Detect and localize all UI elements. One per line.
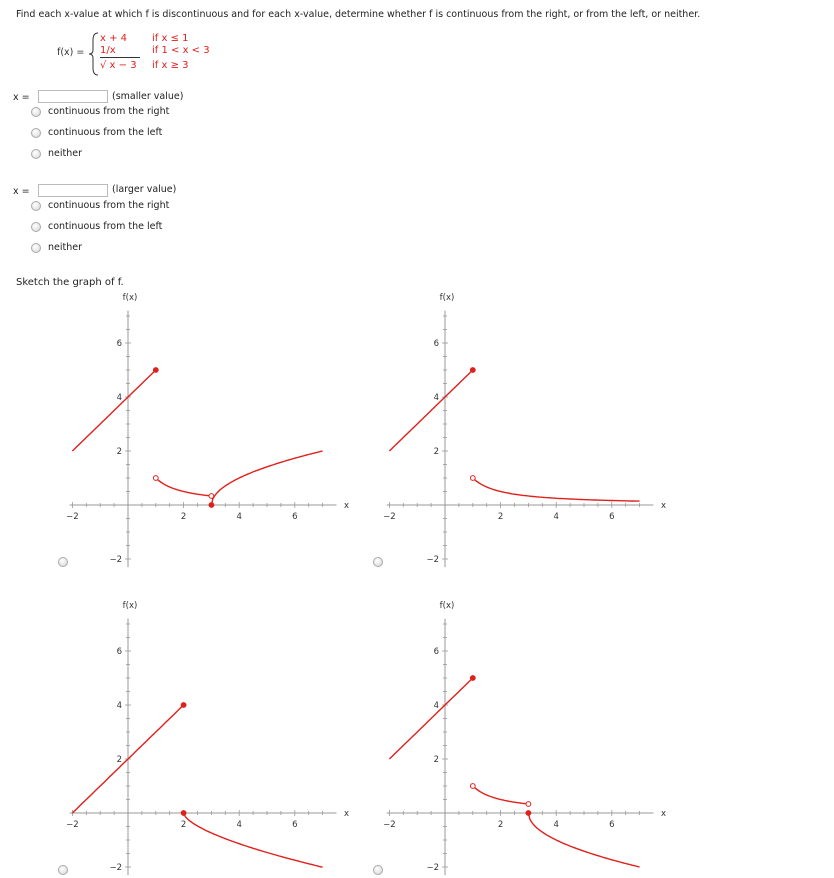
graph-a-x-tick-label: −2: [66, 512, 79, 522]
q2-radio-left[interactable]: [31, 222, 41, 232]
graph-a-x-tick-label: 2: [180, 512, 187, 522]
graph-d-y-tick-label: 6: [433, 647, 439, 657]
graph-a-radio[interactable]: [58, 557, 68, 567]
graph-d-x-tick-label: −2: [383, 820, 396, 830]
q2-option-neither: neither: [48, 242, 83, 253]
fraction-bar: [100, 57, 140, 58]
graph-b-y-tick-label: 6: [433, 339, 439, 349]
graph-d-y-tick-label: 4: [433, 701, 439, 711]
graph-b-y-tick-label: 4: [433, 393, 439, 403]
graph-a-series-1-left-endpoint: [153, 476, 158, 481]
piece-3-cond: if x ≥ 3: [152, 60, 189, 71]
sketch-prompt: Sketch the graph of f.: [16, 277, 124, 288]
graph-c-series-0: [72, 705, 183, 813]
graph-a-series-1: [156, 478, 212, 496]
graph-a-series-2-left-endpoint: [209, 503, 214, 508]
graph-a-series-0: [72, 370, 155, 451]
graph-b-x-tick-label: 4: [553, 512, 559, 522]
q1-hint: (smaller value): [112, 91, 184, 102]
graph-d-series-2-left-endpoint: [526, 811, 531, 816]
graph-c-y-tick-label: 4: [116, 701, 122, 711]
graph-a-x-tick-label: 4: [236, 512, 242, 522]
q2-x-input[interactable]: [38, 184, 108, 197]
graph-d-x-tick-label: 6: [609, 820, 615, 830]
piece-1-expr: x + 4: [100, 33, 128, 44]
q2-option-right: continuous from the right: [48, 200, 170, 211]
graph-b-y-axis-label: f(x): [439, 293, 455, 303]
graph-c-x-tick-label: −2: [66, 820, 79, 830]
graph-b-x-axis-label: x: [660, 501, 667, 511]
graph-a-y-tick-label: 6: [116, 339, 122, 349]
graph-d-x-tick-label: 4: [553, 820, 559, 830]
graph-c-y-tick-label: 6: [116, 647, 122, 657]
q1-option-left: continuous from the left: [48, 127, 163, 138]
q2-option-left: continuous from the left: [48, 221, 163, 232]
q2-x-label: x =: [13, 186, 30, 197]
graph-b-series-0-right-endpoint: [470, 368, 475, 373]
graph-d-series-2: [528, 813, 639, 867]
graph-c-x-tick-label: 2: [180, 820, 187, 830]
q1-radio-left[interactable]: [31, 128, 41, 138]
graph-a-y-tick-label: 4: [116, 393, 122, 403]
graph-c-radio[interactable]: [58, 865, 68, 875]
graph-b-y-tick-label: 2: [433, 447, 439, 457]
graph-d-x-axis-label: x: [660, 809, 667, 819]
q2-radio-neither[interactable]: [31, 243, 41, 253]
graph-b-series-0: [389, 370, 472, 451]
graph-c-x-axis-label: x: [343, 809, 350, 819]
piece-2-expr: 1/x: [100, 45, 116, 56]
graph-d-radio[interactable]: [373, 865, 383, 875]
piece-3-expr: √ x − 3: [100, 60, 137, 71]
graph-d-series-0: [389, 678, 472, 759]
graph-a-y-tick-label: 2: [116, 447, 122, 457]
graph-c-y-tick-label: 2: [116, 755, 122, 765]
graph-d-series-1-left-endpoint: [470, 784, 475, 789]
graph-c-x-tick-label: 6: [292, 820, 298, 830]
graph-a-series-1-right-endpoint: [209, 494, 214, 499]
q2-radio-right[interactable]: [31, 201, 41, 211]
graph-a-series-0-right-endpoint: [153, 368, 158, 373]
graph-c-x-tick-label: 4: [236, 820, 242, 830]
piece-1-cond: if x ≤ 1: [152, 33, 189, 44]
graph-a-x-axis-label: x: [343, 501, 350, 511]
graph-a-y-axis-label: f(x): [122, 293, 138, 303]
graph-d-x-tick-label: 2: [497, 820, 504, 830]
graph-b-x-tick-label: −2: [383, 512, 396, 522]
graph-c-y-tick-label: −2: [109, 863, 122, 873]
graph-d-y-tick-label: 2: [433, 755, 439, 765]
graph-d-series-0-right-endpoint: [470, 676, 475, 681]
graph-b-series-1-left-endpoint: [470, 476, 475, 481]
q1-option-right: continuous from the right: [48, 106, 170, 117]
graph-c-series-0-right-endpoint: [181, 703, 186, 708]
graph-c-series-1-left-endpoint: [181, 811, 186, 816]
q1-radio-neither[interactable]: [31, 149, 41, 159]
q1-x-input[interactable]: [38, 90, 108, 103]
graph-b-y-tick-label: −2: [426, 555, 439, 565]
graph-d-series-1-right-endpoint: [526, 802, 531, 807]
graph-b-x-tick-label: 2: [497, 512, 504, 522]
graph-a-series-2: [211, 451, 322, 505]
graph-d-y-axis-label: f(x): [439, 601, 455, 611]
graph-c-y-axis-label: f(x): [122, 601, 138, 611]
graph-b-x-tick-label: 6: [609, 512, 615, 522]
q2-hint: (larger value): [112, 184, 177, 195]
graph-d-series-1: [473, 786, 529, 804]
function-label: f(x) =: [57, 47, 85, 58]
graph-a-x-tick-label: 6: [292, 512, 298, 522]
graph-d-y-tick-label: −2: [426, 863, 439, 873]
q1-option-neither: neither: [48, 148, 83, 159]
graph-b-series-1: [473, 478, 640, 501]
q1-radio-right[interactable]: [31, 107, 41, 117]
graph-a-y-tick-label: −2: [109, 555, 122, 565]
graph-c-series-1: [184, 813, 323, 867]
graph-b-radio[interactable]: [373, 557, 383, 567]
instruction-text: Find each x-value at which f is discontinuous and for each x-value, determine whether f is continuous from the right, or from the left, or neither.: [16, 9, 701, 20]
piece-2-cond: if 1 < x < 3: [152, 45, 210, 56]
q1-x-label: x =: [13, 92, 30, 103]
